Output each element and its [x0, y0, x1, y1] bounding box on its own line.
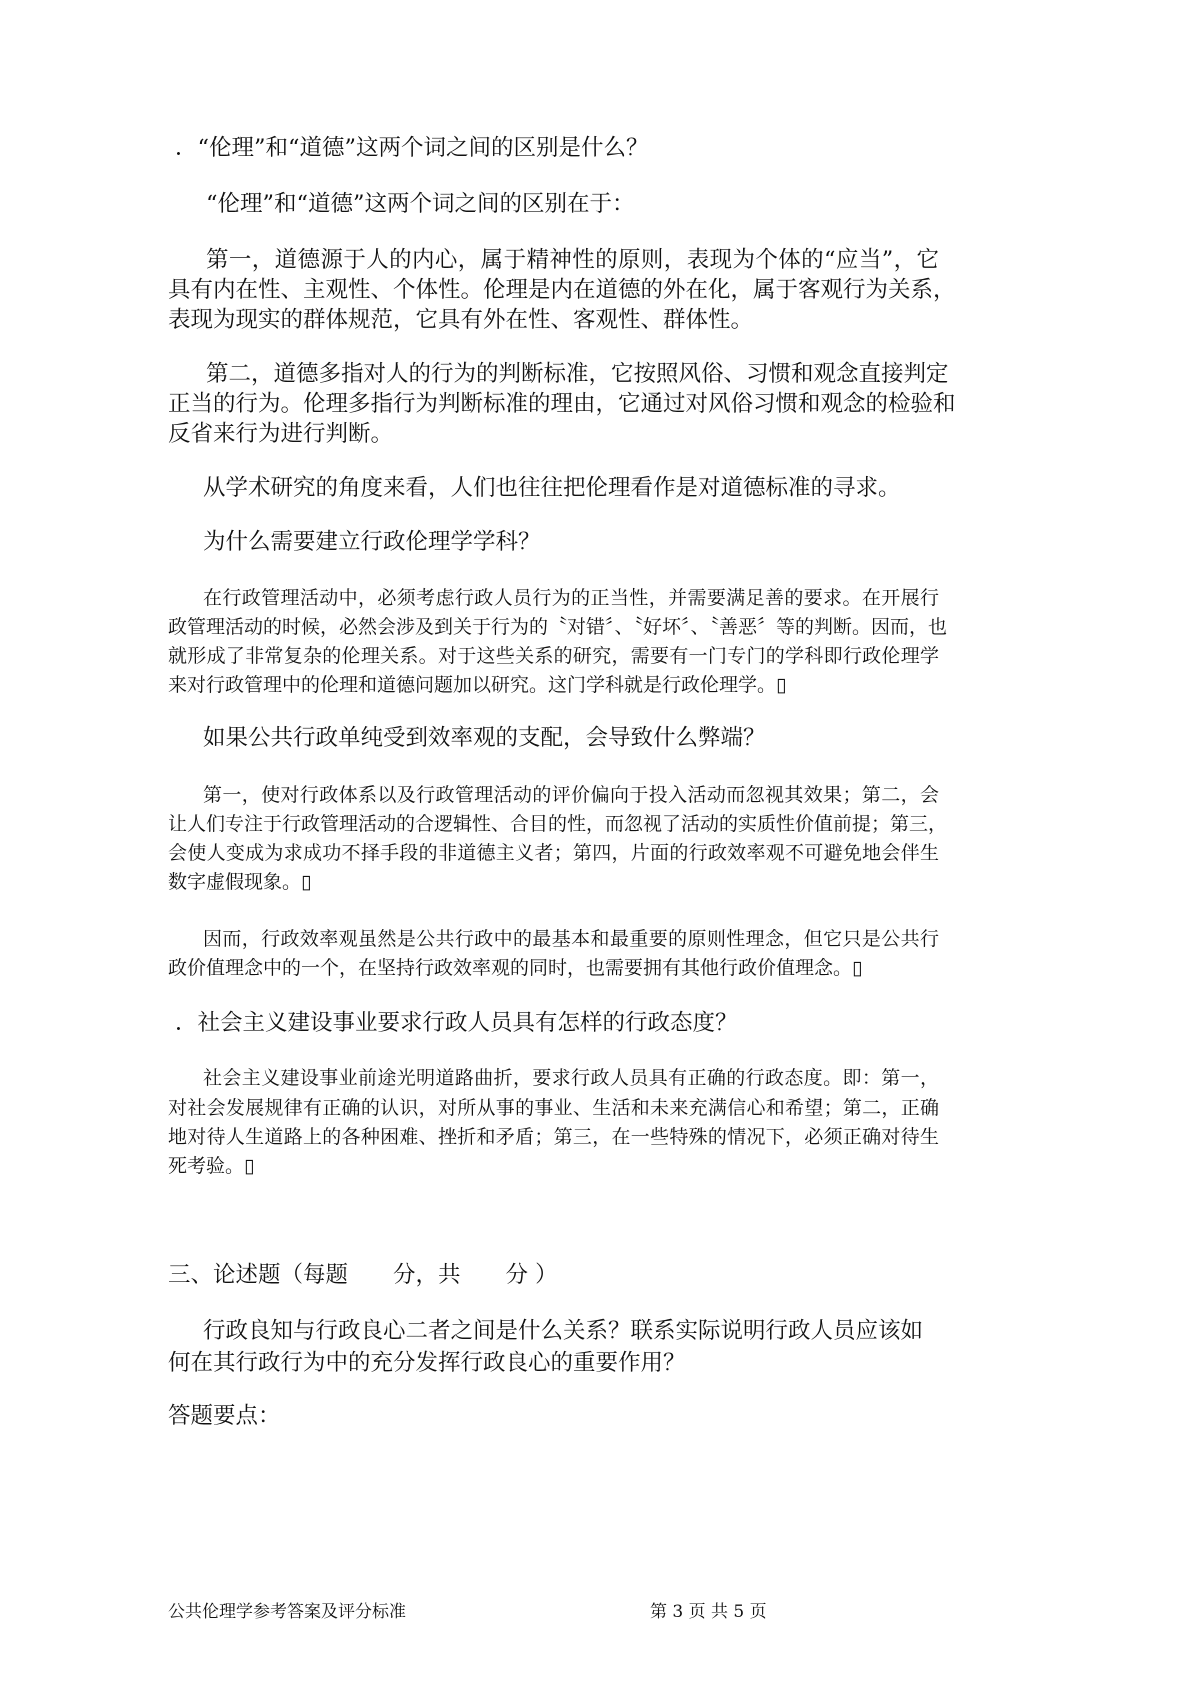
question-1-paragraph-3: 从学术研究的角度来看，人们也往往把伦理看作是对道德标准的寻求。 [203, 475, 901, 501]
question-1-paragraph-2-line-2: 正当的行为。伦理多指行为判断标准的理由，它通过对风俗习惯和观念的检验和 [168, 391, 956, 417]
question-4-answer-line-2: 对社会发展规律有正确的认识，对所从事的事业、生活和未来充满信心和希望；第二，正确 [168, 1097, 939, 1119]
question-2-title: 为什么需要建立行政伦理学学科？ [203, 529, 541, 555]
question-4-answer-line-1: 社会主义建设事业前途光明道路曲折，要求行政人员具有正确的行政态度。即：第一， [203, 1067, 939, 1089]
question-2-answer-line-1: 在行政管理活动中，必须考虑行政人员行为的正当性，并需要满足善的要求。在开展行 [203, 587, 939, 609]
question-3-answer-line-2: 让人们专注于行政管理活动的合逻辑性、合目的性，而忽视了活动的实质性价值前提；第三， [168, 813, 948, 835]
section-3-question-line-2: 何在其行政行为中的充分发挥行政良心的重要作用？ [168, 1350, 686, 1376]
question-4-answer-line-3: 地对待人生道路上的各种困难、挫折和矛盾；第三，在一些特殊的情况下，必须正确对待生 [168, 1126, 939, 1148]
question-2-answer-line-3: 就形成了非常复杂的伦理关系。对于这些关系的研究，需要有一门专门的学科即行政伦理学 [168, 645, 939, 667]
question-3-conclusion-line-1: 因而，行政效率观虽然是公共行政中的最基本和最重要的原则性理念，但它只是公共行 [203, 928, 939, 950]
question-3-conclusion-line-2: 政价值理念中的一个，在坚持行政效率观的同时，也需要拥有其他行政价值理念。▯ [168, 957, 863, 979]
question-1-paragraph-2-line-1: 第二，道德多指对人的行为的判断标准，它按照风俗、习惯和观念直接判定 [206, 361, 949, 387]
question-1-intro: “伦理”和“道德”这两个词之间的区别在于： [206, 191, 635, 217]
question-2-answer-line-4: 来对行政管理中的伦理和道德问题加以研究。这门学科就是行政伦理学。▯ [168, 674, 787, 696]
question-4-answer-line-4: 死考验。▯ [168, 1155, 255, 1177]
question-1-paragraph-1-line-1: 第一，道德源于人的内心，属于精神性的原则，表现为个体的“应当”，它 [206, 247, 939, 273]
question-3-answer-line-4: 数字虚假现象。▯ [168, 871, 312, 893]
question-1-paragraph-1-line-2: 具有内在性、主观性、个体性。伦理是内在道德的外在化，属于客观行为关系， [168, 277, 956, 303]
footer-page-number: 第 3 页 共 5 页 [650, 1602, 767, 1622]
question-3-title: 如果公共行政单纯受到效率观的支配，会导致什么弊端？ [203, 725, 766, 751]
footer-document-title: 公共伦理学参考答案及评分标准 [168, 1602, 406, 1622]
answer-points-label: 答题要点： [168, 1403, 281, 1429]
question-1-title: ．“伦理”和“道德”这两个词之间的区别是什么？ [175, 135, 649, 161]
question-2-answer-line-2: 政管理活动的时候，必然会涉及到关于行为的〝对错〞、〝好坏〞、〝善恶〞等的判断。因而，也 [168, 616, 948, 638]
section-3-heading: 三、论述题（每题 分，共 分 ） [168, 1262, 558, 1288]
section-3-question-line-1: 行政良知与行政良心二者之间是什么关系？联系实际说明行政人员应该如 [203, 1318, 924, 1344]
question-1-paragraph-2-line-3: 反省来行为进行判断。 [168, 421, 394, 447]
question-4-title: ．社会主义建设事业要求行政人员具有怎样的行政态度？ [175, 1010, 738, 1036]
question-1-paragraph-1-line-3: 表现为现实的群体规范，它具有外在性、客观性、群体性。 [168, 307, 754, 333]
question-3-answer-line-1: 第一，使对行政体系以及行政管理活动的评价偏向于投入活动而忽视其效果；第二，会 [203, 784, 939, 806]
question-3-answer-line-3: 会使人变成为求成功不择手段的非道德主义者；第四，片面的行政效率观不可避免地会伴生 [168, 842, 939, 864]
